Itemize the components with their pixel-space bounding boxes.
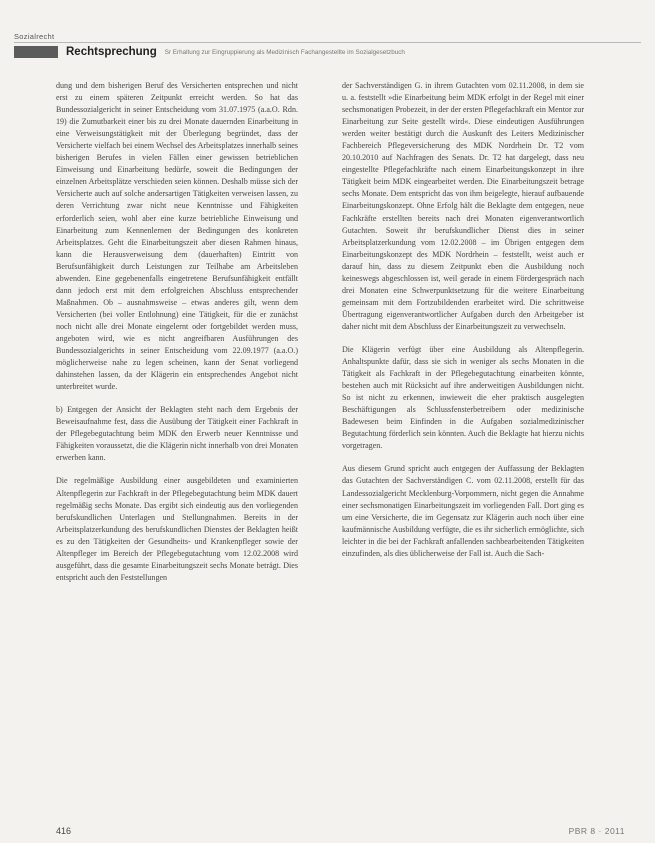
paragraph: Aus diesem Grund spricht auch entgegen der Auffassung der Beklagten das Gutachten der Sachverständigen C. vom 02.11.2008, erstellt für das Landessozialgericht Mecklenburg-Vorpommern, nicht gegen die Annahme einer sechsmonatigen Einarbeitungszeit im vorliegenden Fall. Dort ging es um eine Versicherte, die im Gegensatz zur Klägerin auch noch über eine kaufmännische Ausbildung verfügte, die es ihr sicherlich ermöglichte, sich leichter in die bei der Fachkraft anfallenden sachbearbeitenden Tätigkeiten einzufinden, als dies üblicherweise der Fall ist. Auch die Sach- bbox=[342, 464, 584, 558]
paragraph: b) Entgegen der Ansicht der Beklagten steht nach dem Ergebnis der Beweisaufnahme fest, dass die Ausübung der Tätigkeit einer Fachkraft in der Pflegebegutachtung beim MDK den Erwerb neuer Kenntnisse und Fähigkeiten voraussetzt, die die Klägerin nicht innerhalb von drei Monaten erwerben kann. bbox=[56, 405, 298, 463]
paragraph: der Sachverständigen G. in ihrem Gutachten vom 02.11.2008, in dem sie u. a. feststellt »die Einarbeitung beim MDK erfolgt in der Regel mit einer sechsmonatigen Probezeit, in der der ersten Pflegefachkraft ein Mentor zur Einarbeitung zur Seite gestellt wird«. Diese eindeutigen Ausführungen werden weiter bestätigt durch die Auskunft des Leiters Medizinischer Fachbereich Pflegeversicherung des MDK Nordrhein Dr. T2 vom 20.10.2010 auf Nachfragen des Senats. Dr. T2 hat dargelegt, dass neu eingestellte Pflegefachkräfte nach einem Einarbeitungskonzept in ihre Tätigkeit beim MDK eingearbeitet werden. Die Einarbeitungszeit betrage sechs Monate. Dem entspricht das von ihm beigelegte, hierauf aufbauende Einarbeitungskonzept. Ohne Erfolg hält die Beklagte dem entgegen, neue Fachkräfte erstellten bereits nach drei Monaten eigenverantwortlich Gutachten. Soweit ihr berufskundlicher Dienst dies in seiner Arbeitsplatzerkundung vom 12.02.2008 – im Übrigen entgegen dem Einarbeitungskonzept des MDK Nordrhein – feststellt, weist auch er darauf hin, dass zu diesem Zeitpunkt eben die Ausbildung noch keineswegs abgeschlossen ist, weil gerade in einem Fördergespräch nach drei Monaten eine Schwerpunktsetzung für die weitere Einarbeitung gemeinsam mit dem Fortzubildenden erarbeitet wird. Die schrittweise Übertragung eigenverantwortlicher Aufgaben durch den Arbeitgeber ist daher nicht mit dem Abschluss der Einarbeitungszeit zu verwechseln. bbox=[342, 81, 584, 331]
header-subtitle: Sr Erhaltung zur Eingruppierung als Medizinisch Fachangestellte im Sozialgesetzbuch bbox=[164, 48, 405, 56]
header-color-block bbox=[14, 46, 58, 58]
paragraph: Die Klägerin verfügt über eine Ausbildung als Altenpflegerin. Anhaltspunkte dafür, dass sie sich in weniger als sechs Monaten in die Tätigkeit als Fachkraft in der Pflegebegutachtung einarbeiten könnte, bestehen auch mit Rücksicht auf ihre anderweitigen Ausbildungen nicht. So ist nicht zu erkennen, inwieweit die eher praktisch ausgelegten Beschäftigungen als Schlussfensterbetreibern oder medizinische Badewesen beim Einfinden in die Aufgaben sozialmedizinischer Begutachtung förderlich sein könnten. Auch die Beklagte hat hierzu nichts vorgetragen. bbox=[342, 344, 584, 451]
page-title: Rechtsprechung bbox=[66, 46, 157, 58]
header-divider bbox=[14, 42, 641, 43]
paragraph: Die regelmäßige Ausbildung einer ausgebildeten und examinierten Altenpflegerin zur Fachkraft in der Pflegebegutachtung beim MDK dauert regelmäßig sechs Monate. Das ergibt sich eindeutig aus den vorliegenden berufskundlichen Unterlagen und Stellungnahmen. Bereits in der Arbeitsplatzerkundung des berufskundlichen Dienstes der Beklagten heißt es zu den Tätigkeiten der Gesundheits- und Krankenpfleger sowie der Altenpfleger im Bereich der Pflegebegutachtung vom 12.02.2008 wird ausgeführt, dass die gesamte Einarbeitungszeit sechs Monate beträgt. Dies entspricht auch den Feststellungen bbox=[56, 476, 298, 582]
journal-label: PBR 8 · 2011 bbox=[568, 826, 625, 836]
paragraph: dung und dem bisherigen Beruf des Versicherten entsprechen und nicht erst zu einem späteren Zeitpunkt erreicht werden. So hat das Bundessozialgericht in seiner Entscheidung vom 31.07.1975 (a.a.O. Rdn. 19) die Zumutbarkeit einer bis zu drei Monate dauernden Einarbeitung in eine Verweisungstätigkeit mit der Überlegung begründet, dass der Versicherte vielfach bei einem Wechsel des Arbeitsplatzes innerhalb seines bisherigen Berufes in vielen Fällen einer gewissen betrieblichen Einweisung und Einarbeitung bedürfe, soweit die Bedingungen der einzelnen Arbeitsplätze verschieden seien können. Deshalb müsse sich der Versicherte auch auf solche andersartigen Tätigkeiten verweisen lassen, zu deren Verrichtung zwar nicht neue Kenntnisse und Fähigkeiten erforderlich seien, wohl aber eine kurze betriebliche Einweisung und Einarbeitung zum Kennenlernen der Bedingungen des konkreten Arbeitsplatzes. Geht die Einarbeitungszeit aber diesen Rahmen hinaus, kann die Herausverweisung dem (dauerhaften) Eintritt von Berufsunfähigkeit durch Leistungen zur Teilhabe am Arbeitsleben abwenden. Eine gegebenenfalls eingetretene Berufsunfähigkeit entfällt dann jedoch erst mit dem erfolgreichen Abschluss entsprechender Maßnahmen. Ob – ausnahmsweise – etwas anderes gilt, wenn dem Versicherten (bei voller Entlohnung) eine Tätigkeit, für die er zunächst noch nicht alle drei Monate eingelernt oder fortgebildet werden muss, angeboten wird, wie es nicht angreifbaren Ausführungen des Bundessozialgerichts in seiner Entscheidung vom 22.09.1977 (a.a.O.) möglicherweise nahe zu legen scheinen, kann der Senat vorliegend dahinstehen lassen, da der Klägerin ein entsprechendes Angebot nicht unterbreitet wurde. bbox=[56, 81, 298, 392]
right-column bbox=[342, 80, 584, 571]
page-header bbox=[14, 45, 638, 59]
left-column bbox=[56, 80, 298, 595]
page-number: 416 bbox=[56, 826, 72, 836]
section-label: Sozialrecht bbox=[14, 32, 55, 41]
